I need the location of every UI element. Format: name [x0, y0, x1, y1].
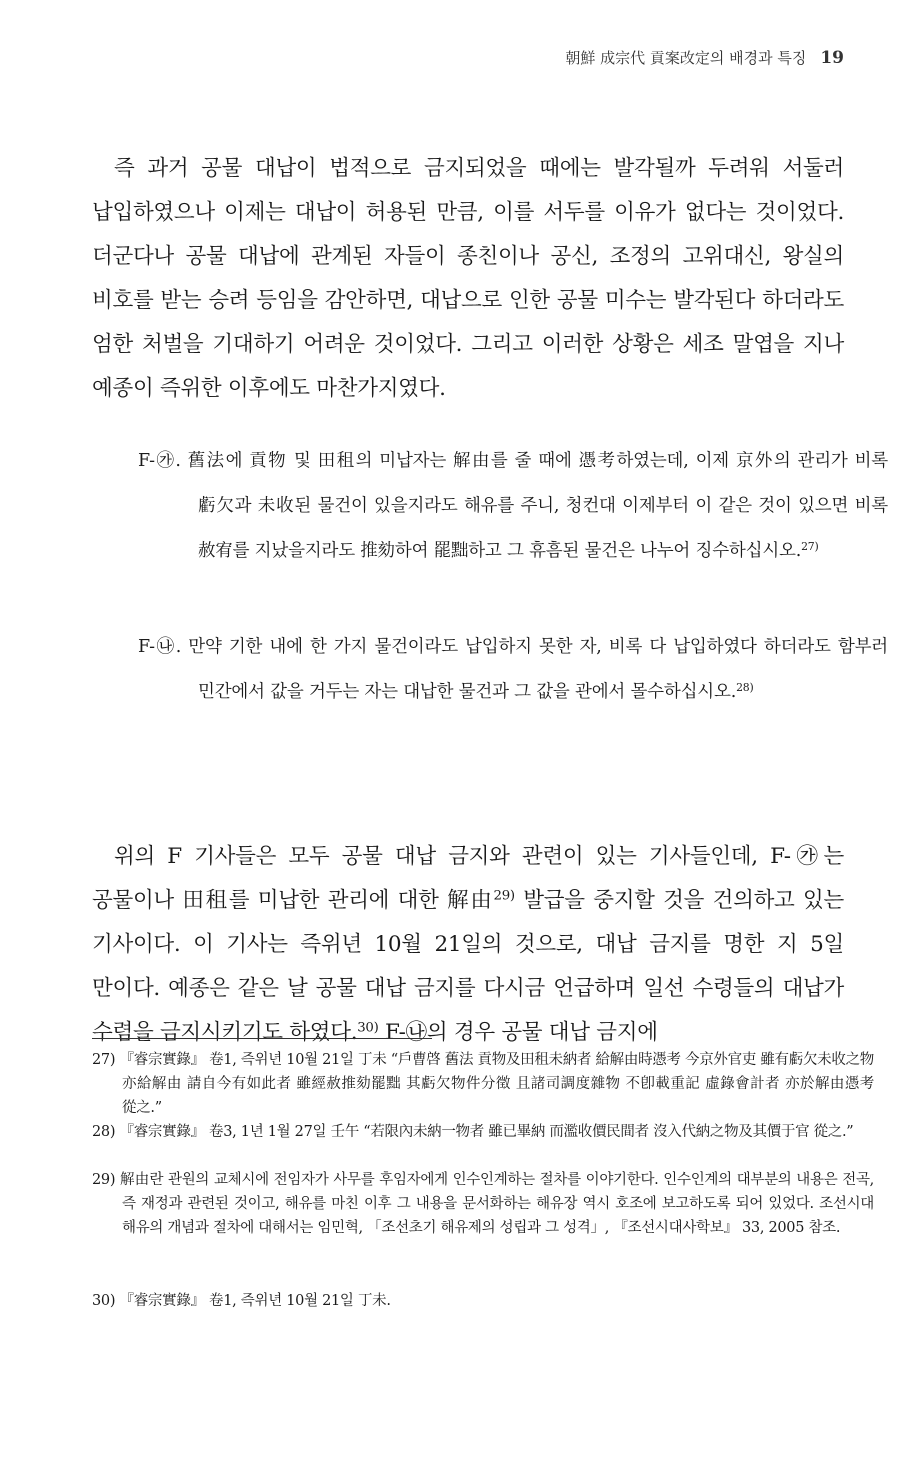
para2-text-1: 위의 F 기사들은 모두 공물 대납 금지와 관련이 있는 기사들인데, F-㉮는 공물이나 田租를 미납한 관리에 대한 解由: [92, 843, 844, 913]
footnote-number: 29): [92, 1172, 121, 1188]
quote-text: 舊法에 貢物 및 田租의 미납자는 解由를 줄 때에 憑考하였는데, 이제 京外의 관리가 비록 虧欠과 未收된 물건이 있을지라도 해유를 주니, 청컨대 이제부터 이 같은 것이 있으면 비록 赦宥를 지났을지라도 推劾하여 罷黜하고 그 휴흠된 물건은 나누어 징수하십시오.: [187, 451, 889, 561]
quote-label: F-㉯.: [138, 637, 189, 657]
footnote-ref-29[interactable]: 29): [493, 888, 515, 904]
footnote-text: 解由란 관원의 교체시에 전임자가 사무를 후임자에게 인수인계하는 절차를 이야기한다. 인수인계의 대부분의 내용은 전곡, 즉 재정과 관련된 것이고, 해유를 마친 이후 그 내용을 문서화하는 해유장 역시 호조에 보고하도록 되어 있었다. 조선시대 해유의 개념과 절차에 대해서는 임민혁, 「조선초기 해유제의 성립과 그 성격」, 『조선시대사학보』 33, 2005 참조.: [120, 1172, 874, 1236]
footnote-number: 28): [92, 1124, 120, 1140]
footnote-text: 『睿宗實錄』 卷1, 즉위년 10월 21일 丁未 “戶曹啓 舊法 貢物及田租未納者 給解由時憑考 今京外官吏 雖有虧欠未收之物 亦給解由 請自今有如此者 雖經赦推劾罷黜 其虧欠物件分徵 且諸司調度雜物 不卽載重記 虛錄會計者 亦於解由憑考 從之.”: [119, 1052, 874, 1116]
running-title: 朝鮮 成宗代 貢案改定의 배경과 특징: [565, 49, 807, 67]
running-header: [565, 47, 844, 68]
footnote-text: 『睿宗實錄』 卷1, 즉위년 10월 21일 丁未.: [119, 1293, 391, 1309]
footnote-number: 30): [92, 1293, 120, 1309]
footnote-text: 『睿宗實錄』 卷3, 1년 1월 27일 壬午 “若限內未納一物者 雖已畢納 而濫收價民間者 沒入代納之物及其價于官 從之.”: [119, 1124, 854, 1140]
footnote-ref-28[interactable]: 28): [736, 681, 754, 695]
footnote-divider: [92, 1038, 432, 1039]
quote-label: F-㉮.: [138, 451, 188, 471]
footnote-ref-30[interactable]: 30): [357, 1020, 379, 1036]
footnote-28: [92, 1120, 874, 1144]
quote-f-ga: [138, 439, 888, 574]
para2-text-2: 발급을 중지할 것을 건의하고 있는 기사이다. 이 기사는 즉위년 10월 21일의 것으로, 대납 금지를 명한 지 5일 만이다. 예종은 같은 날 공물 대납 금지를 다시금 언급하며 일선 수령들의 대납가 수렴을 금지시키기도 하였다.: [92, 887, 844, 1045]
footnote-30: [92, 1289, 874, 1313]
para2-text-3: F-㉯의 경우 공물 대납 금지에: [378, 1019, 658, 1045]
footnote-27: [92, 1048, 874, 1120]
footnote-ref-27[interactable]: 27): [801, 540, 819, 554]
body-paragraph-1: 즉 과거 공물 대납이 법적으로 금지되었을 때에는 발각될까 두려워 서둘러 납입하였으나 이제는 대납이 허용된 만큼, 이를 서두를 이유가 없다는 것이었다. 더군다나 공물 대납에 관계된 자들이 종친이나 공신, 조정의 고위대신, 왕실의 비호를 받는 승려 등임을 감안하면, 대납으로 인한 공물 미수는 발각된다 하더라도 엄한 처벌을 기대하기 어려운 것이었다. 그리고 이러한 상황은 세조 말엽을 지나 예종이 즉위한 이후에도 마찬가지였다.: [92, 155, 844, 401]
page-number: 19: [820, 48, 844, 68]
footnote-number: 27): [92, 1052, 120, 1068]
quote-f-na: [138, 625, 888, 715]
footnote-29: [92, 1168, 874, 1240]
quote-text: 만약 기한 내에 한 가지 물건이라도 납입하지 못한 자, 비록 다 납입하였다 하더라도 함부러 민간에서 값을 거두는 자는 대납한 물건과 그 값을 관에서 몰수하십시오.: [188, 637, 888, 702]
body-paragraph-2: [92, 835, 844, 1055]
